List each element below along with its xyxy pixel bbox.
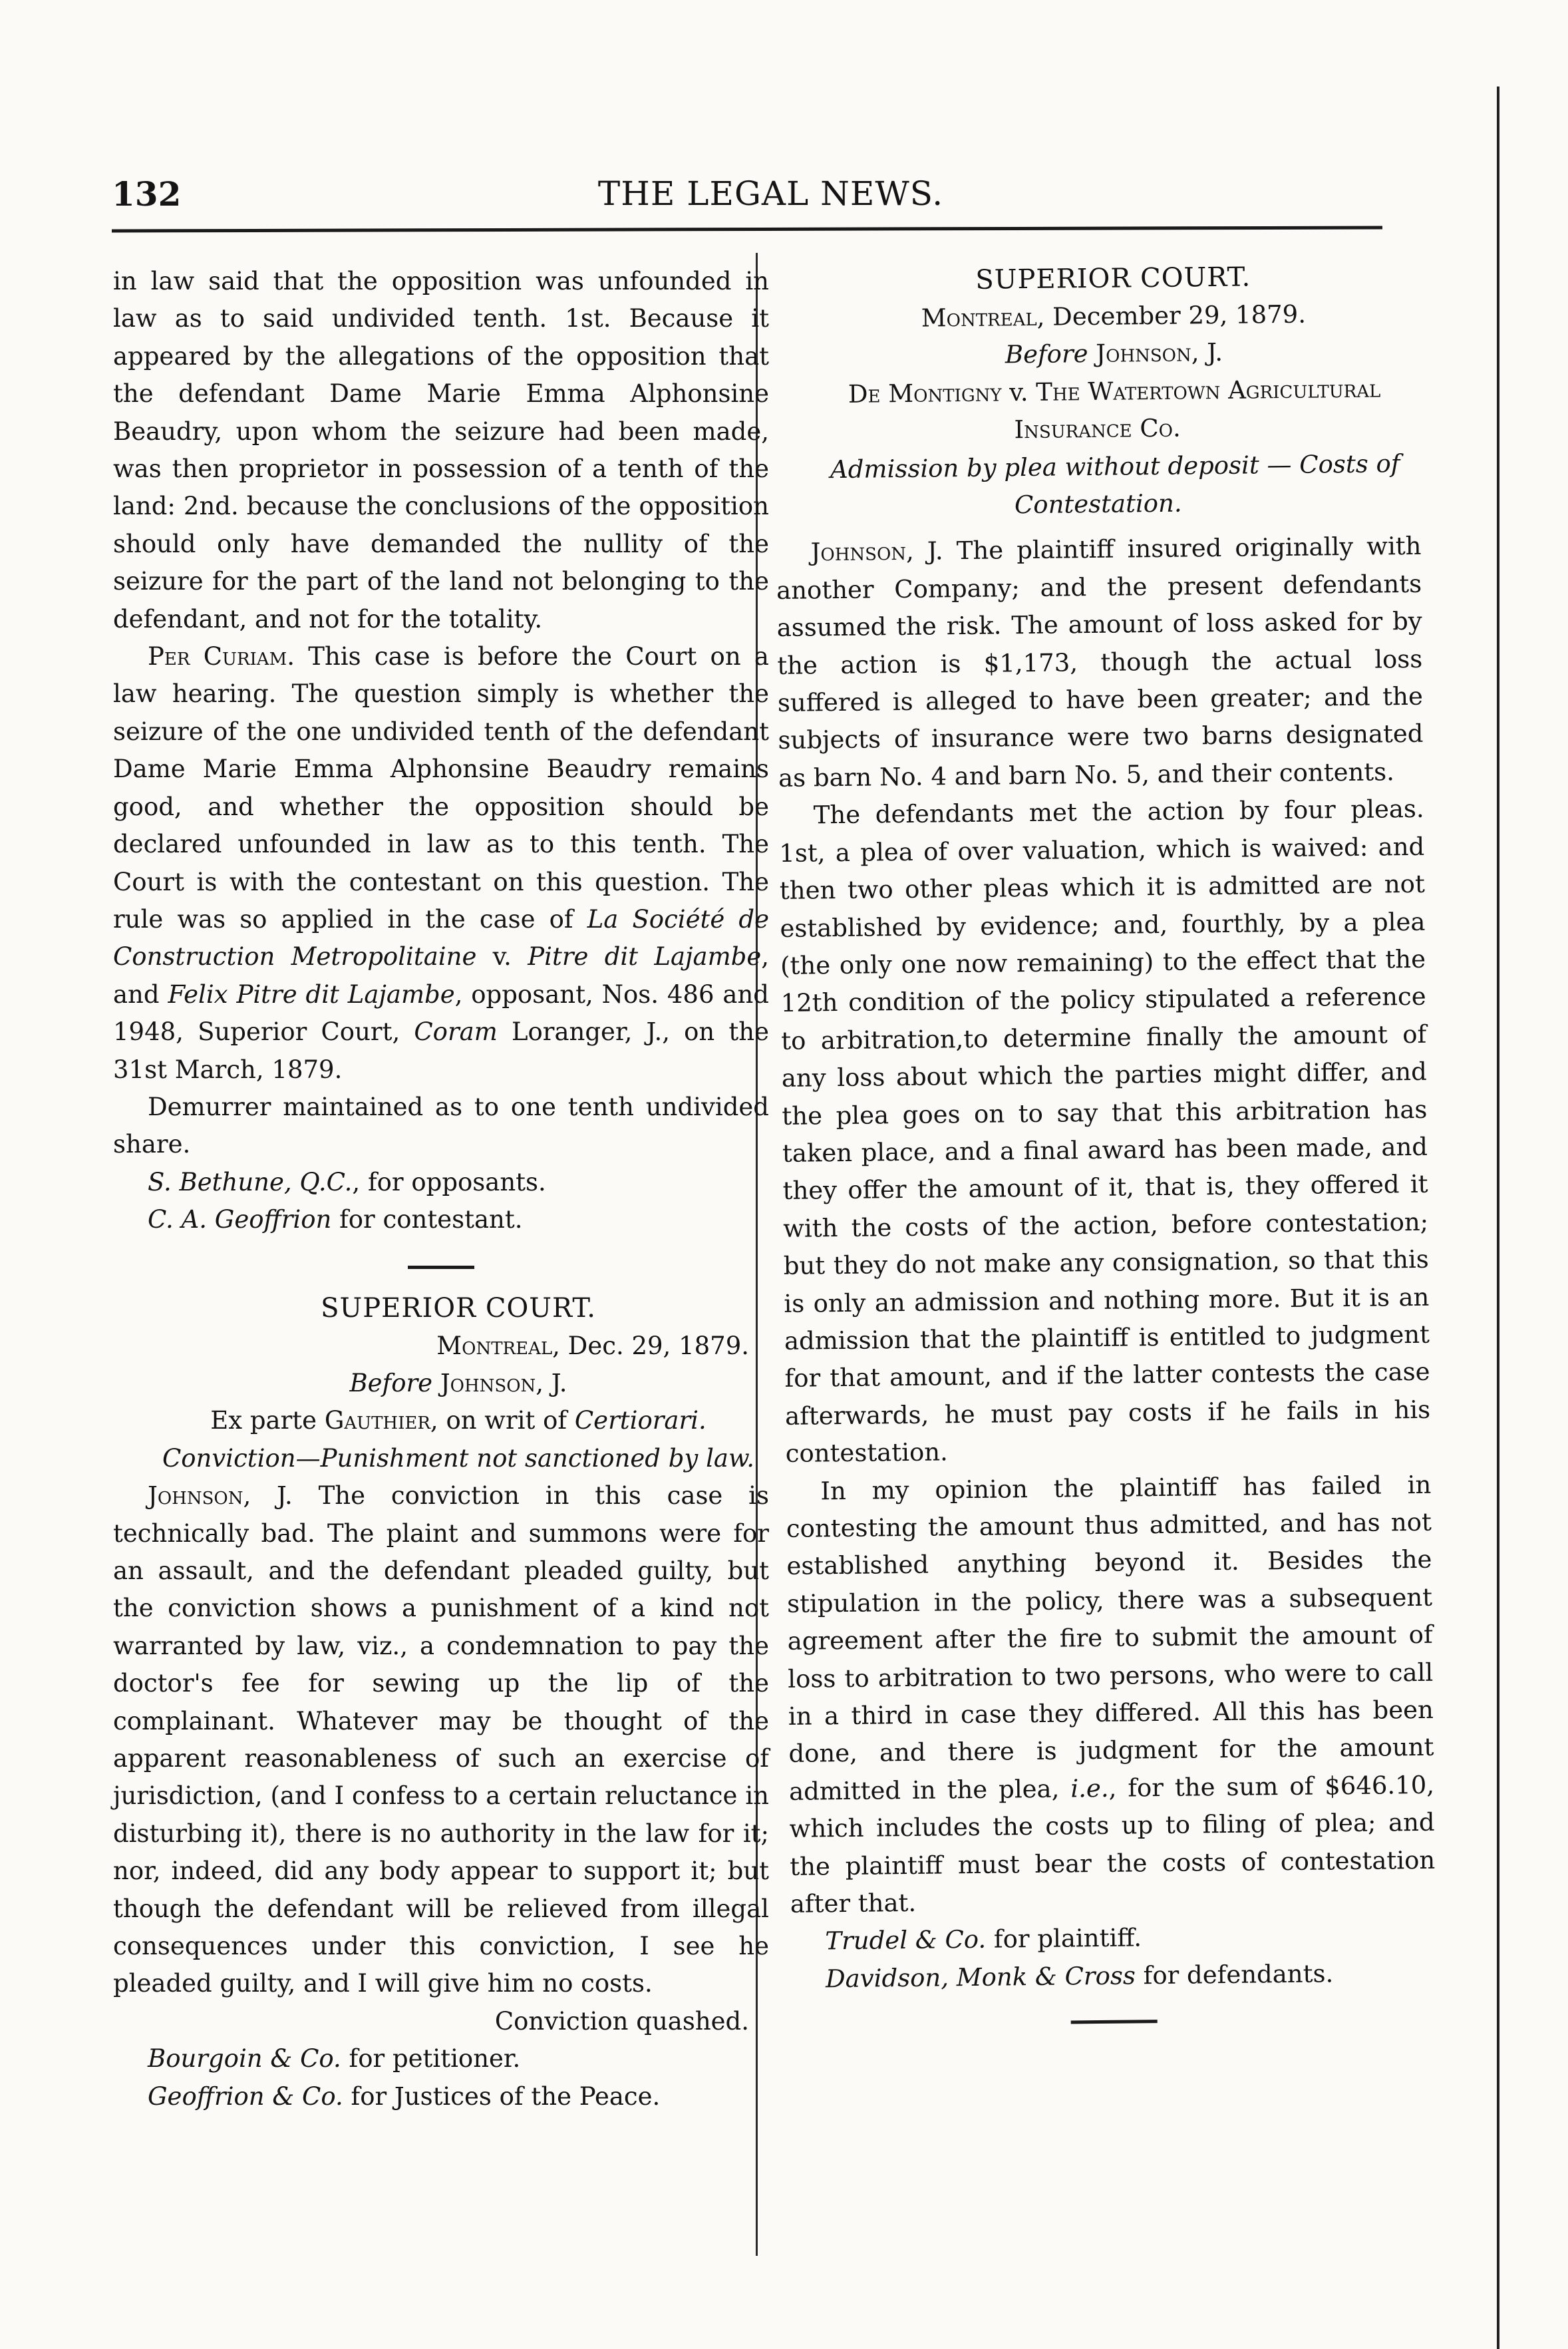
page-edge-rule [1497, 87, 1499, 2349]
page-number: 132 [112, 174, 182, 214]
counsel-role: for petitioner. [341, 2044, 521, 2074]
text-run: Before [1005, 339, 1088, 369]
case-title [774, 370, 1420, 452]
running-head: THE LEGAL NEWS. [597, 174, 944, 213]
text-run: v. [1001, 377, 1036, 407]
text-run: Ex parte [210, 1406, 325, 1435]
counsel-name: C. A. Geoffrion [148, 1205, 332, 1234]
counsel-line [791, 1954, 1437, 1999]
section-divider [408, 1266, 474, 1269]
case-name: La Société de Construction Metropolitaine [113, 904, 769, 972]
place: Montreal [921, 302, 1037, 333]
left-column [113, 263, 769, 2115]
case-subject: Admission by plea without deposit — Costs of Contestation. [830, 449, 1400, 520]
judge-name: Johnson, J. [432, 1368, 567, 1397]
judge-name: Johnson, J. [1088, 338, 1223, 369]
paragraph [776, 528, 1424, 797]
date-line [774, 295, 1420, 339]
court-heading: SUPERIOR COURT. [321, 1292, 596, 1324]
date: , December 29, 1879. [1036, 299, 1307, 331]
text-run: Before [349, 1368, 433, 1397]
counsel-name: S. Bethune, Q.C. [148, 1167, 353, 1196]
judge-line [774, 332, 1420, 377]
case-name: Felix Pitre dit Lajambe [168, 980, 455, 1009]
counsel-name: Davidson, Monk & Cross [825, 1961, 1136, 1994]
paragraph [786, 1466, 1436, 1923]
paragraph: The defendants met the action by four pleas. 1st, a plea of over valuation, which is waived: and then two other pleas which it is admitted are not established by evidence; and, fourthly, by a plea (the only one now remaining) to the effect that the 12th condition of the policy stipulated a reference to arbitration,to determine finally the amount of any loss about which the parties might differ, and the plea goes on to say that this arbitration has taken place, and a final award has been made, and they offer the amount of it, that is, they offered it with the costs of the action, before contestation; but they do not make any consignation, so that this is only an admission and nothing more. But it is an admission that the plaintiff is entitled to judgment for that amount, and if the latter contests the case afterwards, he must pay costs if he fails in his contestation. [779, 795, 1431, 1469]
counsel-name: Bourgoin & Co. [148, 2044, 341, 2074]
judge-line [113, 1365, 769, 1402]
paragraph: in law said that the opposition was unfounded in law as to said undivided tenth. 1st. Because it appeared by the allegations of the opposition that the defendant Dame Marie Emma Alphonsine Beaudry, upon whom the seizure had been made, was then proprietor in possession of a tenth of the land: 2nd. because the conclusions of the opposition should only have demanded the nullity of the seizure for the part of the land not belonging to the defendant, and not for the totality. [113, 267, 769, 633]
text-run: Loranger, J., on the 31st March, 1879. [113, 1017, 769, 1084]
text-run: , opposant, Nos. 486 and 1948, Superior Court, [113, 980, 769, 1047]
counsel-role: , for opposants. [352, 1167, 546, 1196]
speaker-label: Johnson, J. [810, 536, 943, 567]
counsel-name: Trudel & Co. [825, 1925, 987, 1956]
case-title [113, 1402, 769, 1439]
text-run: This case is before the Court on a law hearing. The question simply is whether the seizure of the one undivided tenth of the defendant Dame Marie Emma Alphonsine Beaudry remains good, and whether the opposition should be declared unfounded in law as to this tenth. The Court is with the contestant on this question. The rule was so applied in the case of [113, 642, 769, 934]
disposition: Conviction quashed. [494, 2006, 749, 2036]
text-run: Certiorari. [574, 1406, 706, 1435]
date: , Dec. 29, 1879. [552, 1331, 749, 1360]
text-run: , for the sum of $646.10, which includes the costs up to filing of plea; and the plaintiff must bear the costs of contestation after that. [789, 1770, 1436, 1918]
text-run: , on writ of [430, 1406, 575, 1435]
counsel-line [113, 2040, 769, 2078]
party-name: Gauthier [324, 1406, 430, 1435]
counsel-line [113, 1201, 769, 1238]
text-run: , and [113, 942, 770, 1009]
date-line [113, 1328, 769, 1365]
counsel-name: Geoffrion & Co. [148, 2081, 343, 2111]
speaker-label: Per Curiam. [148, 642, 295, 671]
text-run: The conviction in this case is technically bad. The plaint and summons were for an assault, and the defendant pleaded guilty, but the conviction shows a punishment of a kind not warranted by law, viz., a condemnation to pay the doctor's fee for sewing up the lip of the complainant. Whatever may be thought of the apparent reasonableness of such an exercise of jurisdiction, (and I confess to a certain reluctance in disturbing it), there is no authority in the law for it; nor, indeed, did any body appear to support it; but though the defendant will be relieved from illegal consequences under this conviction, I see he pleaded guilty, and I will give him no costs. [113, 1481, 769, 1998]
text-run: In my opinion the plaintiff has failed in contesting the amount thus admitted, and has not established anything beyond it. Besides the stipulation in the policy, there was a subsequent agreement after the fire to submit the amount of loss to arbitration to two persons, who were to call in a third in case they differed. All this has been done, and there is judgment for the amount admitted in the plea, [786, 1470, 1434, 1806]
header-rule [112, 226, 1382, 232]
case-subject: Conviction—Punishment not sanctioned by law. [162, 1443, 755, 1473]
section-divider [1071, 2020, 1158, 2024]
text-run: v. [476, 942, 528, 972]
party-name: De Montigny [848, 378, 1002, 409]
counsel-line [790, 1916, 1436, 1961]
court-heading: SUPERIOR COURT. [975, 262, 1251, 295]
counsel-role: for contestant. [331, 1205, 523, 1234]
text-run: Coram [414, 1017, 498, 1047]
counsel-line [113, 1164, 769, 1201]
text-run: i.e. [1070, 1773, 1109, 1803]
counsel-line [113, 2078, 769, 2115]
counsel-role: for defendants. [1135, 1959, 1334, 1990]
right-column [773, 256, 1437, 2027]
party-name: The Watertown Agricultural Insurance Co. [1014, 374, 1381, 445]
counsel-role: for Justices of the Peace. [343, 2081, 661, 2111]
counsel-role: for plaintiff. [985, 1923, 1142, 1954]
paragraph [113, 1477, 769, 2003]
paragraph: Demurrer maintained as to one tenth undivided share. [113, 1092, 769, 1159]
paragraph [113, 638, 769, 1089]
speaker-label: Johnson, J. [148, 1481, 293, 1511]
text-run: The plaintiff insured originally with another Company; and the present defendants assumed the risk. The amount of loss asked for by the action is $1,173, though the actual loss suffered is alleged to have been greater; and the subjects of insurance were two barns designated as barn No. 4 and barn No. 5, and their contents. [776, 532, 1424, 793]
case-name: Pitre dit Lajambe [528, 942, 762, 972]
place: Montreal [436, 1331, 553, 1360]
